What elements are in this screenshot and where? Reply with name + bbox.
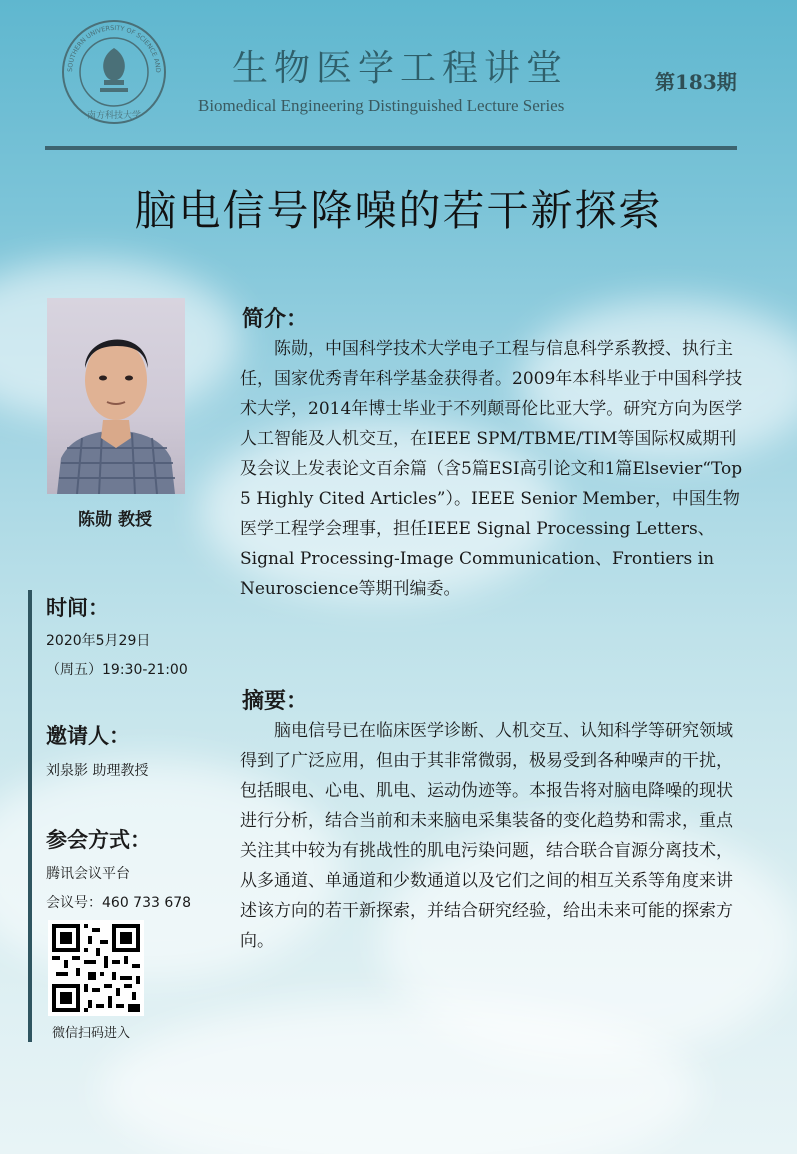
series-title-en: Biomedical Engineering Distinguished Lecture Series <box>198 96 565 115</box>
qr-caption: 微信扫码进入 <box>52 1026 131 1041</box>
meeting-id: 会议号：460 733 678 <box>46 895 192 911</box>
time-date: 2020年5月29日 <box>46 633 151 649</box>
series-title-cn: 生物医学工程讲堂 <box>232 48 569 89</box>
issue-number: 第183期 <box>655 70 737 94</box>
header-divider <box>45 146 737 150</box>
speaker-photo <box>47 298 185 494</box>
logo-name-cn: 南方科技大学 <box>86 111 142 121</box>
host-name: 刘泉影 助理教授 <box>46 763 149 779</box>
abstract-text: 脑电信号已在临床医学诊断、人机交互、认知科学等研究领域得到了广泛应用，但由于其非常微弱，极易受到各种噪声的干扰，包括眼电、心电、肌电、运动伪迹等。本报告将对脑电降噪的现状进行分析，结合当前和未来脑电采集装备的变化趋势和需求，重点关注其中较为有挑战性的肌电污染问题，结合联合盲源分离技术，从多通道、单通道和少数通道以及它们之间的相互关系等角度来讲述该方向的若干新探索，并结合研究经验，给出未来可能的探索方向。 <box>240 721 733 951</box>
logo-ring-text: SOUTHERN UNIVERSITY OF SCIENCE AND <box>65 23 163 73</box>
meeting-platform: 腾讯会议平台 <box>46 866 130 882</box>
lecture-title: 脑电信号降噪的若干新探索 <box>134 186 663 235</box>
time-slot: （周五）19:30-21:00 <box>46 662 188 678</box>
wechat-qr-code[interactable] <box>48 920 144 1016</box>
intro-heading: 简介： <box>242 306 309 332</box>
host-heading: 邀请人： <box>46 723 130 748</box>
join-heading: 参会方式： <box>46 827 151 852</box>
intro-text: 陈勋，中国科学技术大学电子工程与信息科学系教授、执行主任，国家优秀青年科学基金获得者。2009年本科毕业于中国科学技术大学，2014年博士毕业于不列颠哥伦比亚大学。研究方向为医学人工智能及人机交互，在IEEE SPM/TBME/TIM等国际权威期刊及会议上发表论文百余篇（含5篇ESI高引论文和1篇Elsevier“Top 5 Highly Cited Articles”）。IEEE Senior Member，中国生物医学工程学会理事，担任IEEE Signal Processing Letters、Signal Processing-Image Communication、Frontiers in Neuroscience等期刊编委。 <box>240 339 743 599</box>
university-logo <box>60 18 168 126</box>
speaker-caption: 陈勋 教授 <box>78 510 152 530</box>
abstract-heading: 摘要： <box>242 688 309 714</box>
time-heading: 时间： <box>46 595 109 620</box>
sidebar-accent-line <box>28 590 32 1042</box>
